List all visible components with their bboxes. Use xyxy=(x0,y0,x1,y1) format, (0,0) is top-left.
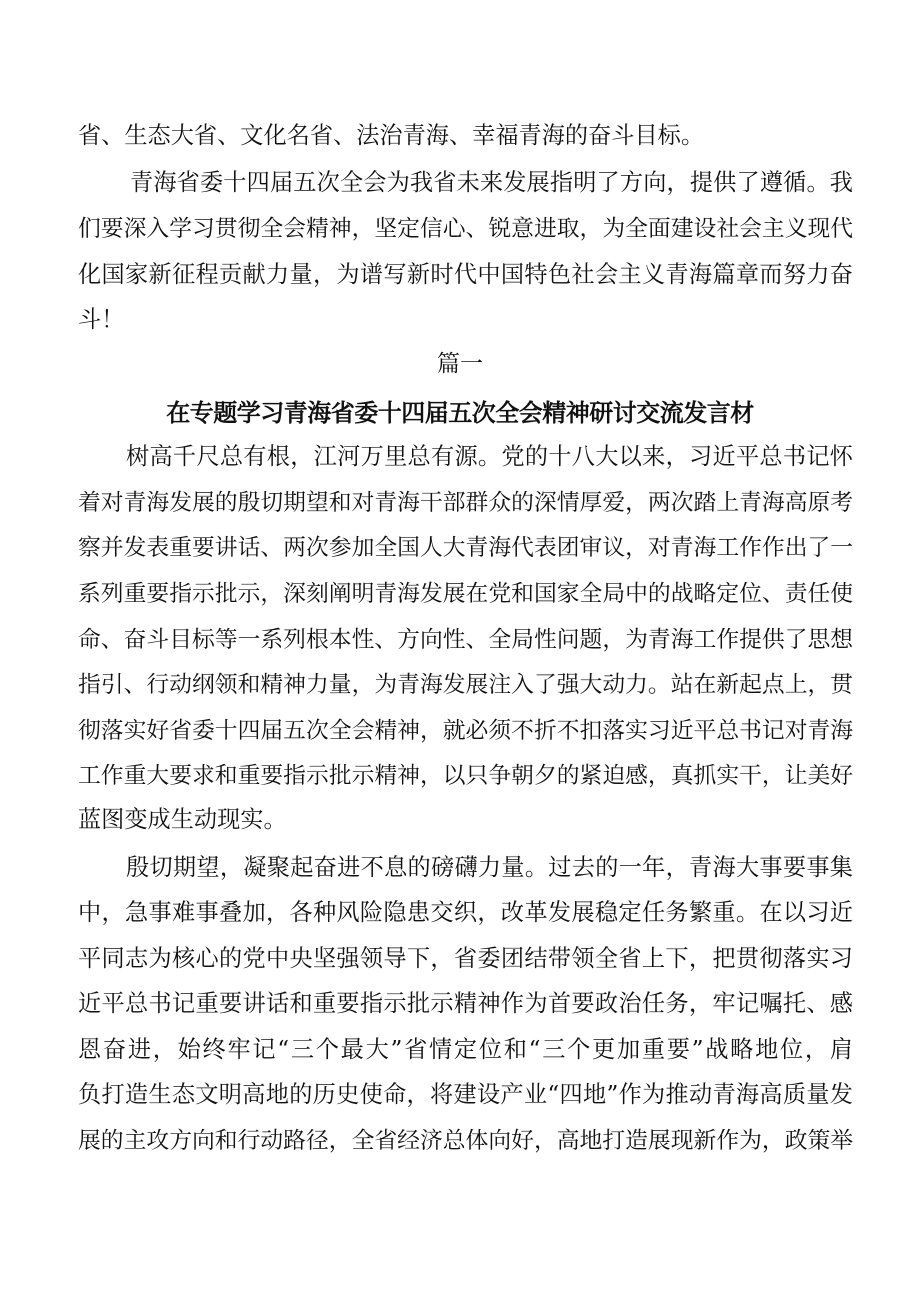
p1-line-3: 察并发表重要讲话、两次参加全国人大青海代表团审议，对青海工作作出了一 xyxy=(78,535,854,561)
intro-line-1: 省、生态大省、文化名省、法治青海、幸福青海的奋斗目标。 xyxy=(78,122,705,149)
p1-line-5: 命、奋斗目标等一系列根本性、方向性、全局性问题，为青海工作提供了思想 xyxy=(78,627,854,653)
p2-line-2: 中，急事难事叠加，各种风险隐患交织，改革发展稳定任务繁重。在以习近 xyxy=(78,899,853,926)
p1-line-6: 指引、行动纲领和精神力量，为青海发展注入了强大动力。站在新起点上，贯 xyxy=(78,672,854,698)
intro-line-4: 化国家新征程贡献力量，为谱写新时代中国特色社会主义青海篇章而努力奋 xyxy=(78,261,853,288)
p2-line-3: 平同志为核心的党中央坚强领导下，省委团结带领全省上下，把贯彻落实习 xyxy=(78,945,853,972)
section-title: 在专题学习青海省委十四届五次全会精神研讨交流发言材 xyxy=(166,399,754,427)
p1-line-9: 蓝图变成生动现实。 xyxy=(78,806,287,833)
p2-line-7: 展的主攻方向和行动路径，全省经济总体向好，高地打造展现新作为，政策举 xyxy=(78,1128,854,1154)
p1-line-4: 系列重要指示批示，深刻阐明青海发展在党和国家全局中的战略定位、责任使 xyxy=(78,581,854,607)
intro-line-5: 斗！ xyxy=(78,306,125,333)
p1-line-2: 着对青海发展的殷切期望和对青海干部群众的深情厚爱，两次踏上青海高原考 xyxy=(78,490,854,516)
section-label: 篇一 xyxy=(437,351,483,377)
intro-line-3: 们要深入学习贯彻全会精神，坚定信心、锐意进取，为全面建设社会主义现代 xyxy=(78,216,854,242)
p2-line-5: 恩奋进，始终牢记“三个最大”省情定位和“三个更加重要”战略地位，肩 xyxy=(78,1036,853,1063)
p2-line-6: 负打造生态文明高地的历史使命，将建设产业“四地”作为推动青海高质量发 xyxy=(78,1081,853,1108)
p1-line-1: 树高千尺总有根，江河万里总有源。党的十八大以来，习近平总书记怀 xyxy=(126,443,853,470)
p1-line-7: 彻落实好省委十四届五次全会精神，就必须不折不扣落实习近平总书记对青海 xyxy=(78,718,854,744)
intro-line-2: 青海省委十四届五次全会为我省未来发展指明了方向，提供了遵循。我 xyxy=(130,169,853,196)
p2-line-4: 近平总书记重要讲话和重要指示批示精神作为首要政治任务，牢记嘱托、感 xyxy=(78,990,853,1017)
p2-line-1: 殷切期望，凝聚起奋进不息的磅礴力量。过去的一年，青海大事要事集 xyxy=(126,854,853,881)
p1-line-8: 工作重大要求和重要指示批示精神，以只争朝夕的紧迫感，真抓实干，让美好 xyxy=(78,763,854,789)
